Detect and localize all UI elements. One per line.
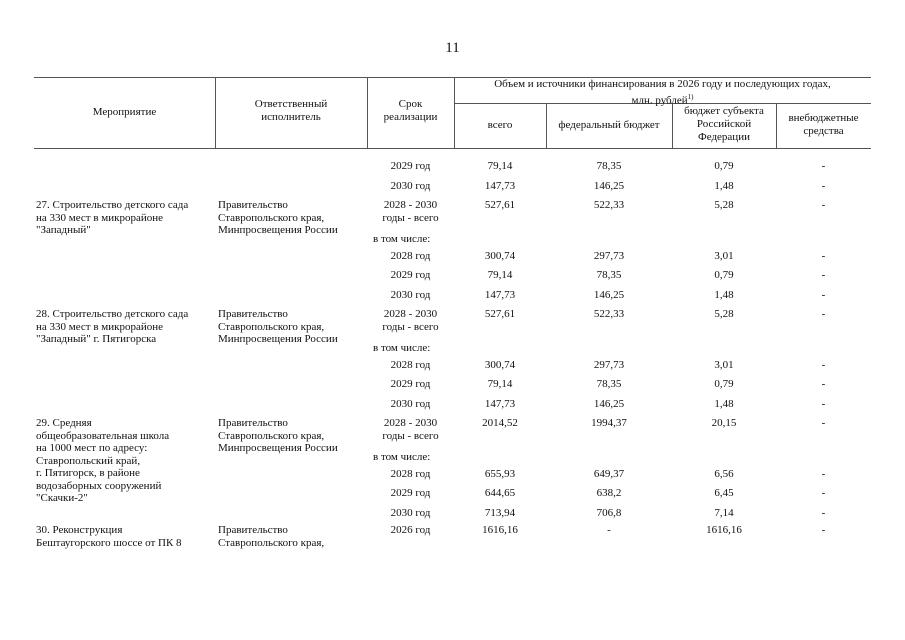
federal-value: 146,25 bbox=[593, 398, 625, 410]
extra-budget-value: - bbox=[821, 378, 826, 390]
executor-cell: Правительство Ставропольского края, Минпросвещения России bbox=[218, 417, 338, 454]
term-cell: 2028 год bbox=[390, 468, 431, 480]
term-cell: 2029 год bbox=[390, 487, 431, 499]
executor-cell: Правительство Ставропольского края, Минпросвещения России bbox=[218, 199, 338, 236]
federal-value: 297,73 bbox=[593, 250, 625, 262]
extra-budget-value: - bbox=[821, 180, 826, 192]
header-executor: Ответственный исполнитель bbox=[254, 98, 328, 123]
total-value: 300,74 bbox=[484, 250, 516, 262]
executor-cell: Правительство Ставропольского края, bbox=[218, 524, 325, 549]
federal-value: 649,37 bbox=[593, 468, 625, 480]
total-value: 644,65 bbox=[484, 487, 516, 499]
term-cell: 2028 год bbox=[390, 359, 431, 371]
total-value: 527,61 bbox=[484, 308, 516, 320]
subject-budget-value: 3,01 bbox=[714, 359, 734, 371]
total-value: 79,14 bbox=[487, 378, 513, 390]
total-value: 527,61 bbox=[484, 199, 516, 211]
term-cell: 2028 - 2030 годы - всего bbox=[382, 199, 439, 224]
total-value: 79,14 bbox=[487, 160, 513, 172]
subject-budget-value: 0,79 bbox=[714, 378, 734, 390]
extra-budget-value: - bbox=[821, 269, 826, 281]
term-cell: 2028 - 2030 годы - всего bbox=[382, 308, 439, 333]
extra-budget-value: - bbox=[821, 417, 826, 429]
extra-budget-value: - bbox=[821, 308, 826, 320]
term-cell: 2030 год bbox=[390, 180, 431, 192]
header-subject-budget: бюджет субъекта Российской Федерации bbox=[684, 105, 764, 143]
federal-value: - bbox=[607, 524, 611, 536]
total-value: 713,94 bbox=[484, 507, 516, 519]
extra-budget-value: - bbox=[821, 398, 826, 410]
term-cell: 2029 год bbox=[390, 269, 431, 281]
subject-budget-value: 0,79 bbox=[714, 160, 734, 172]
extra-budget-value: - bbox=[821, 487, 826, 499]
federal-value: 146,25 bbox=[593, 289, 625, 301]
subject-budget-value: 5,28 bbox=[714, 308, 734, 320]
federal-value: 78,35 bbox=[596, 160, 622, 172]
term-cell: 2029 год bbox=[390, 378, 431, 390]
header-bottom-rule bbox=[34, 148, 871, 149]
subject-budget-value: 20,15 bbox=[711, 417, 737, 429]
federal-value: 638,2 bbox=[596, 487, 622, 499]
term-cell: 2028 год bbox=[390, 250, 431, 262]
term-cell: 2030 год bbox=[390, 398, 431, 410]
total-value: 1616,16 bbox=[482, 524, 518, 536]
header-total: всего bbox=[487, 119, 513, 131]
subject-budget-value: 5,28 bbox=[714, 199, 734, 211]
term-subheading: в том числе: bbox=[373, 451, 431, 463]
federal-value: 706,8 bbox=[596, 507, 622, 519]
federal-value: 146,25 bbox=[593, 180, 625, 192]
total-value: 2014,52 bbox=[482, 417, 518, 429]
term-cell: 2028 - 2030 годы - всего bbox=[382, 417, 439, 442]
total-value: 79,14 bbox=[487, 269, 513, 281]
subject-budget-value: 1,48 bbox=[714, 180, 734, 192]
subject-budget-value: 1,48 bbox=[714, 398, 734, 410]
term-subheading: в том числе: bbox=[373, 233, 431, 245]
term-subheading: в том числе: bbox=[373, 342, 431, 354]
executor-cell: Правительство Ставропольского края, Минпросвещения России bbox=[218, 308, 338, 345]
page-number: 11 bbox=[445, 40, 460, 56]
subject-budget-value: 6,56 bbox=[714, 468, 734, 480]
subject-budget-value: 0,79 bbox=[714, 269, 734, 281]
federal-value: 522,33 bbox=[593, 308, 625, 320]
term-cell: 2030 год bbox=[390, 289, 431, 301]
term-cell: 2030 год bbox=[390, 507, 431, 519]
header-federal: федеральный бюджет bbox=[558, 119, 660, 131]
term-cell: 2026 год bbox=[390, 524, 431, 536]
extra-budget-value: - bbox=[821, 524, 826, 536]
subject-budget-value: 1,48 bbox=[714, 289, 734, 301]
term-cell: 2029 год bbox=[390, 160, 431, 172]
event-cell: 28. Строительство детского сада на 330 мест в микрорайоне "Западный" г. Пятигорска bbox=[36, 308, 189, 345]
header-financing: Объем и источники финансирования в 2026 году и последующих годах, млн. рублей$^{1)}$ bbox=[494, 78, 831, 107]
subject-budget-value: 1616,16 bbox=[706, 524, 742, 536]
extra-budget-value: - bbox=[821, 199, 826, 211]
total-value: 147,73 bbox=[484, 180, 516, 192]
total-value: 300,74 bbox=[484, 359, 516, 371]
federal-value: 78,35 bbox=[596, 378, 622, 390]
extra-budget-value: - bbox=[821, 289, 826, 301]
federal-value: 78,35 bbox=[596, 269, 622, 281]
extra-budget-value: - bbox=[821, 507, 826, 519]
subject-budget-value: 6,45 bbox=[714, 487, 734, 499]
federal-value: 1994,37 bbox=[591, 417, 627, 429]
subject-budget-value: 7,14 bbox=[714, 507, 734, 519]
header-event: Мероприятие bbox=[92, 106, 157, 118]
event-cell: 27. Строительство детского сада на 330 мест в микрорайоне "Западный" bbox=[36, 199, 189, 236]
subject-budget-value: 3,01 bbox=[714, 250, 734, 262]
total-value: 147,73 bbox=[484, 398, 516, 410]
extra-budget-value: - bbox=[821, 468, 826, 480]
event-cell: 30. Реконструкция Бештаугорского шоссе от ПК 8 bbox=[36, 524, 182, 549]
header-extra-budget: внебюджетные средства bbox=[788, 112, 859, 137]
total-value: 147,73 bbox=[484, 289, 516, 301]
extra-budget-value: - bbox=[821, 160, 826, 172]
extra-budget-value: - bbox=[821, 359, 826, 371]
federal-value: 297,73 bbox=[593, 359, 625, 371]
extra-budget-value: - bbox=[821, 250, 826, 262]
federal-value: 522,33 bbox=[593, 199, 625, 211]
total-value: 655,93 bbox=[484, 468, 516, 480]
header-term: Срок реализации bbox=[383, 98, 438, 123]
event-cell: 29. Средняя общеобразовательная школа на 1000 мест по адресу: Ставропольский край, г. Пятигорск, в районе водозаборных сооружений "Скачки-2" bbox=[36, 417, 170, 504]
